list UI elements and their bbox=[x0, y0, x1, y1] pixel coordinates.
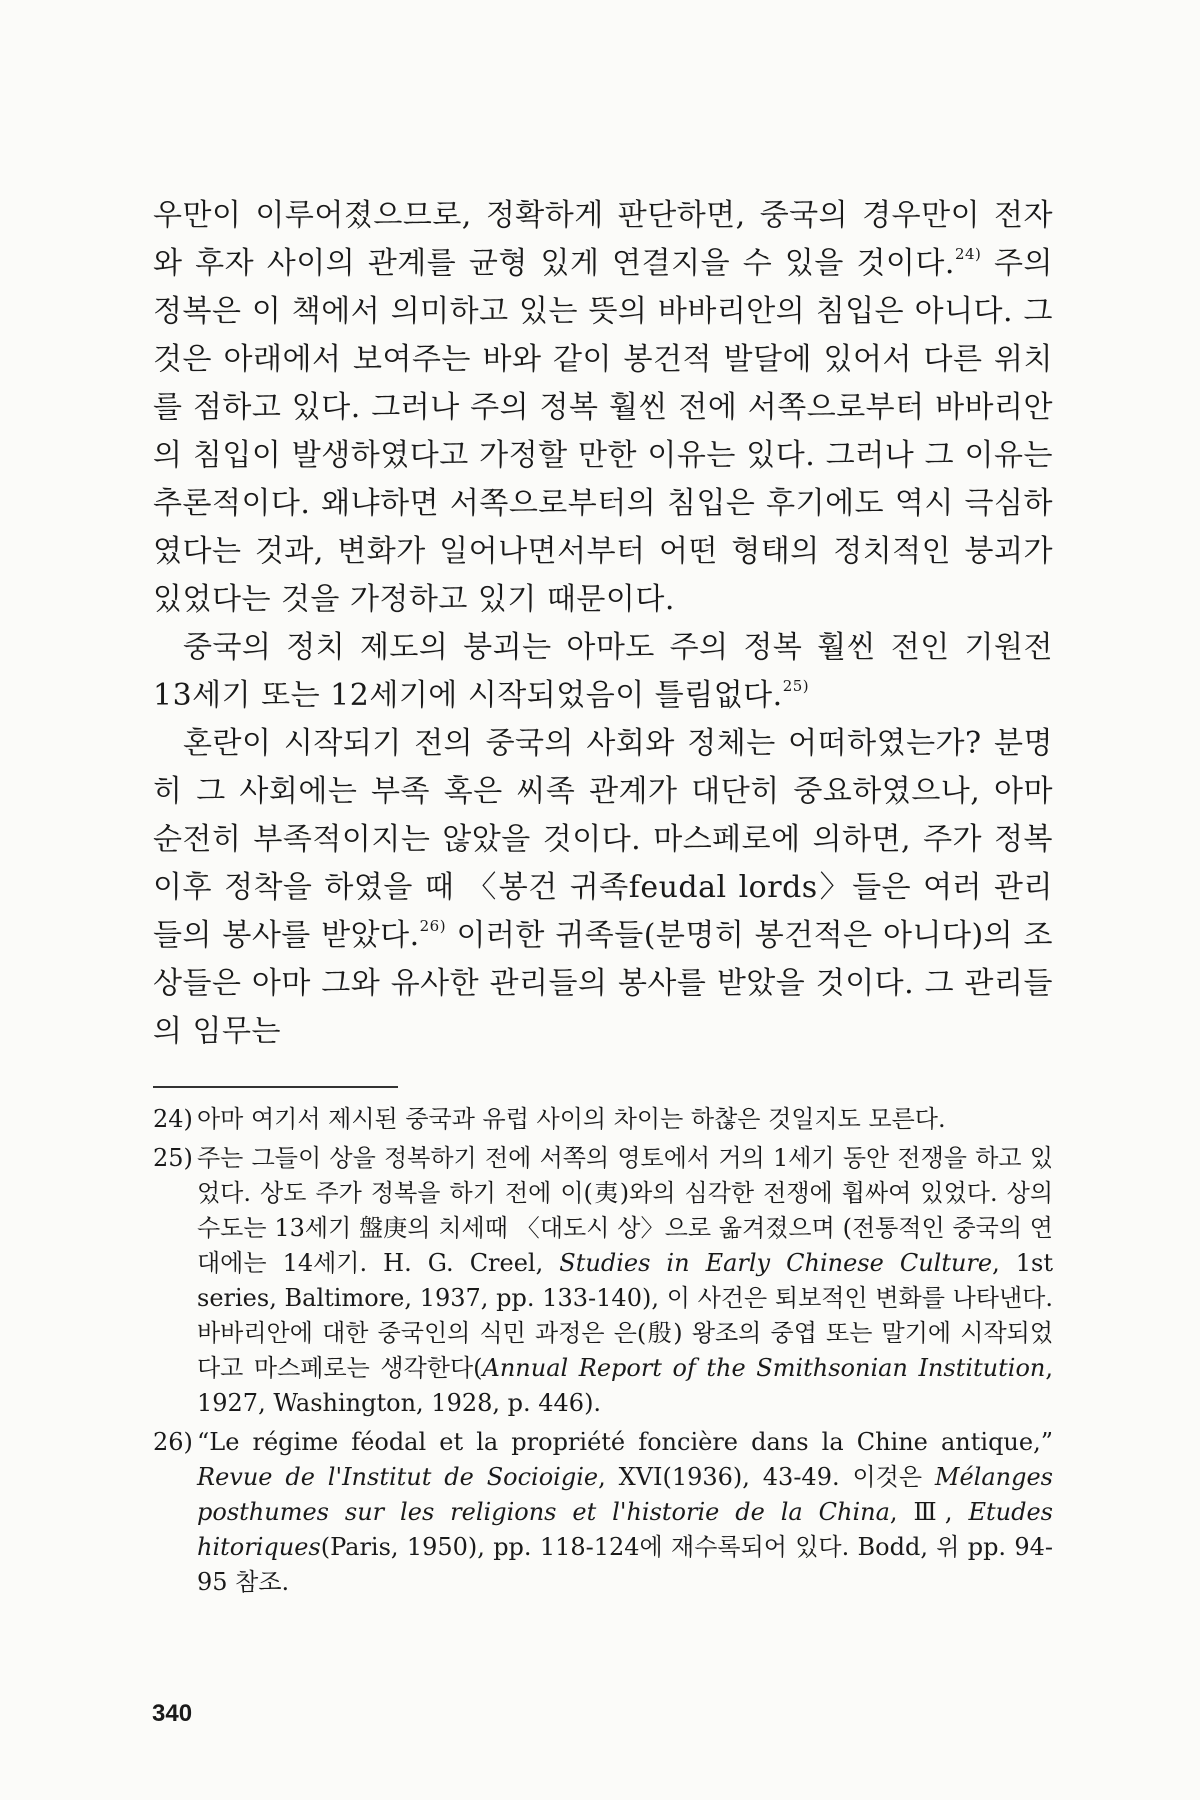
footnote-text: , 1927, Washington, 1928, p. 446). bbox=[197, 1354, 1053, 1417]
book-title: Mélanges posthumes sur les religions et l'historie de la China bbox=[197, 1463, 1053, 1526]
footnote-ref-24: 24) bbox=[954, 245, 982, 263]
footnote-25 bbox=[153, 1141, 1053, 1421]
footnote-text: “Le régime féodal et la propriété foncière dans la Chine antique,” bbox=[197, 1428, 1053, 1456]
footnote-ref-25: 25) bbox=[782, 677, 810, 695]
paragraph-3 bbox=[153, 720, 1053, 1056]
footnote-ref-26: 26) bbox=[419, 917, 447, 935]
footnote-number: 24) bbox=[153, 1105, 193, 1133]
paragraph-1 bbox=[153, 192, 1053, 624]
book-title: Etudes hitoriques bbox=[197, 1498, 1053, 1561]
journal-title: Revue de l'Institut de Socioigie bbox=[197, 1463, 599, 1491]
footnotes bbox=[153, 1102, 1053, 1600]
page-number: 340 bbox=[152, 1700, 193, 1727]
paragraph-1-continuation: 주의 정복은 이 책에서 의미하고 있는 뜻의 바바리안의 침입은 아니다. 그것은 아래에서 보여주는 바와 같이 봉건적 발달에 있어서 다른 위치를 점하고 있다. 그러나 주의 정복 훨씬 전에 서쪽으로부터 바바리안의 침입이 발생하였다고 가정할 만한 이유는 있다. 그러나 그 이유는 추론적이다. 왜냐하면 서쪽으로부터의 침입은 후기에도 역시 극심하였다는 것과, 변화가 일어나면서부터 어떤 형태의 정치적인 붕괴가 있었다는 것을 가정하고 있기 때문이다. bbox=[153, 246, 1054, 617]
footnote-26 bbox=[153, 1425, 1053, 1600]
footnote-divider bbox=[153, 1086, 398, 1088]
paragraph-3-continuation: 이러한 귀족들(분명히 봉건적은 아니다)의 조상들은 아마 그와 유사한 관리들의 봉사를 받았을 것이다. 그 관리들의 임무는 bbox=[153, 918, 1053, 1049]
page-body bbox=[153, 192, 1053, 1604]
footnote-text: , Ⅲ, bbox=[889, 1498, 969, 1526]
book-title: Annual Report of the Smithsonian Institution bbox=[482, 1354, 1046, 1382]
footnote-text: , XVI(1936), 43-49. 이것은 bbox=[598, 1463, 935, 1491]
footnote-text: 아마 여기서 제시된 중국과 유럽 사이의 차이는 하찮은 것일지도 모른다. bbox=[197, 1105, 946, 1133]
paragraph-3-text: 혼란이 시작되기 전의 중국의 사회와 정체는 어떠하였는가? 분명히 그 사회에는 부족 혹은 씨족 관계가 대단히 중요하였으나, 아마 순전히 부족적이지는 않았을 것이다. 마스페로에 의하면, 주가 정복 이후 정착을 하였을 때 〈봉건 귀족feudal lords〉들은 여러 관리들의 봉사를 받았다. bbox=[153, 726, 1053, 953]
book-title: Studies in Early Chinese Culture bbox=[559, 1249, 993, 1277]
paragraph-2 bbox=[153, 624, 1053, 720]
footnote-number: 26) bbox=[153, 1428, 193, 1456]
footnote-text: 주는 그들이 상을 정복하기 전에 서쪽의 영토에서 거의 1세기 동안 전쟁을 하고 있었다. 상도 주가 정복을 하기 전에 이(夷)와의 심각한 전쟁에 휩싸여 있었다. 상의 수도는 13세기 盤庚의 치세때 〈대도시 상〉으로 옮겨졌으며 (전통적인 중국의 연대에는 14세기. H. G. Creel, bbox=[197, 1144, 1053, 1277]
paragraph-2-text: 중국의 정치 제도의 붕괴는 아마도 주의 정복 훨씬 전인 기원전 13세기 또는 12세기에 시작되었음이 틀림없다. bbox=[153, 630, 1053, 713]
footnote-text: (Paris, 1950), pp. 118-124에 재수록되어 있다. Bodd, 위 pp. 94-95 참조. bbox=[197, 1533, 1053, 1596]
paragraph-1-text: 우만이 이루어졌으므로, 정확하게 판단하면, 중국의 경우만이 전자와 후자 사이의 관계를 균형 있게 연결지을 수 있을 것이다. bbox=[153, 198, 1053, 281]
footnote-text: , 1st series, Baltimore, 1937, pp. 133-140), 이 사건은 퇴보적인 변화를 나타낸다. 바바리안에 대한 중국인의 식민 과정은 은(殷) 왕조의 중엽 또는 말기에 시작되었다고 마스페로는 생각한다( bbox=[197, 1249, 1053, 1382]
footnote-24 bbox=[153, 1102, 1053, 1137]
footnote-number: 25) bbox=[153, 1144, 193, 1172]
